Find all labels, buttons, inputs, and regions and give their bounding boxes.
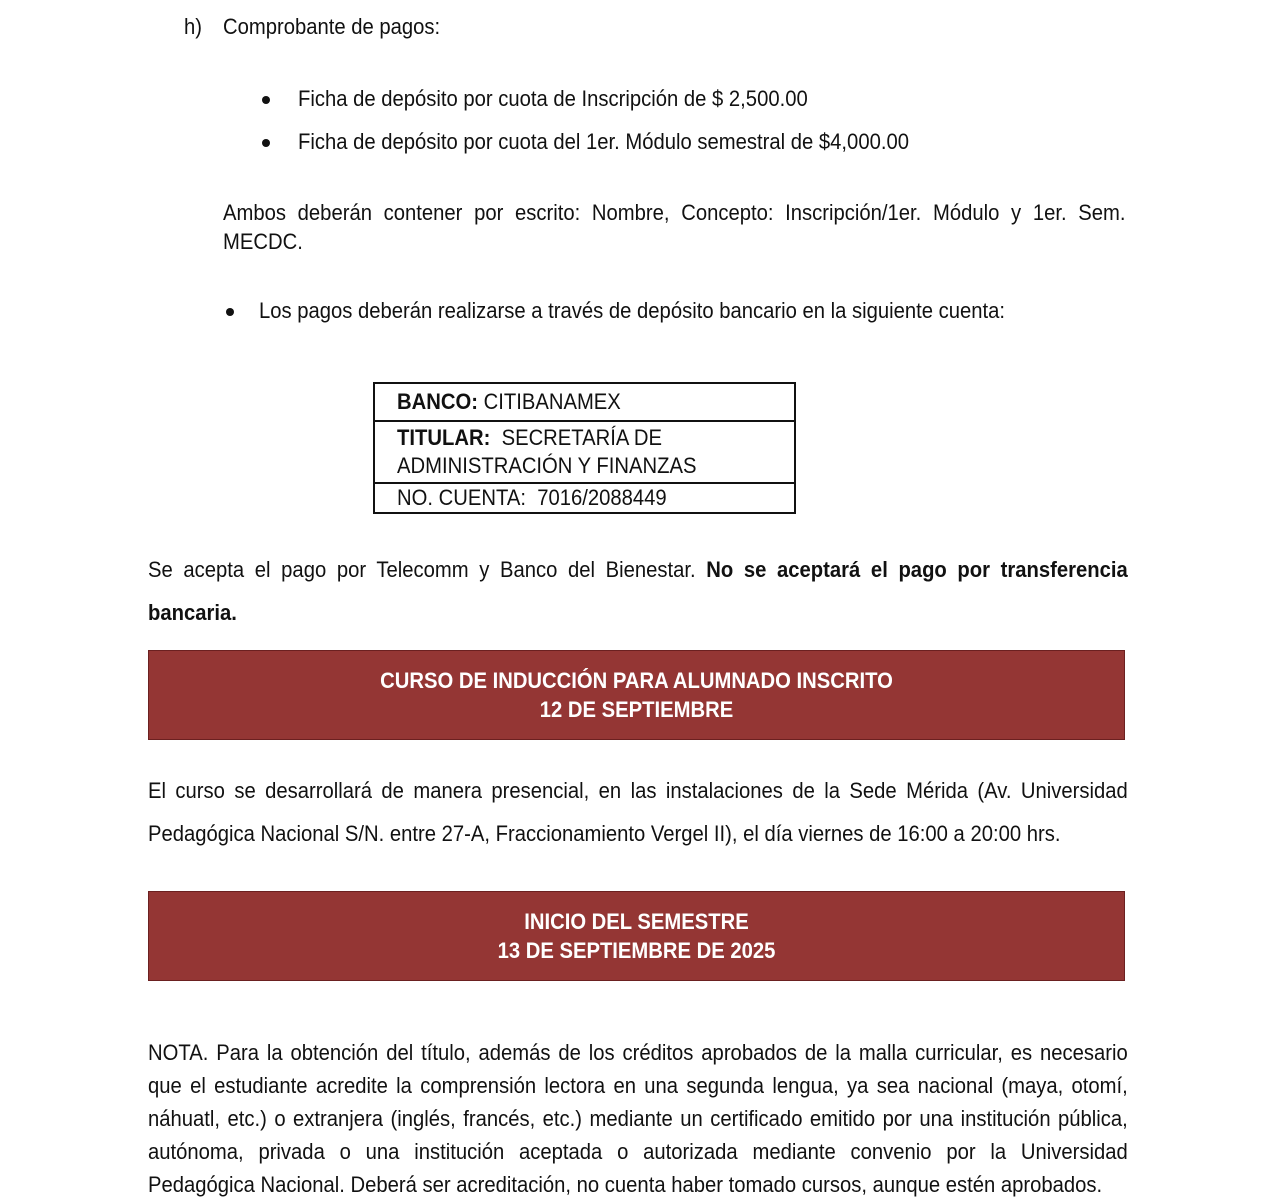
list-item: Ficha de depósito por cuota de Inscripción de $ 2,500.00: [298, 86, 808, 111]
account-value: 7016/2088449: [537, 485, 667, 510]
bank-label: BANCO:: [397, 389, 478, 414]
account-label: NO. CUENTA:: [397, 485, 526, 510]
table-row: [374, 383, 795, 421]
list-item: Ficha de depósito por cuota del 1er. Módulo semestral de $4,000.00: [298, 129, 909, 154]
holder-value-line2: ADMINISTRACIÓN Y FINANZAS: [397, 453, 697, 478]
holder-value-line1: SECRETARÍA DE: [501, 425, 663, 450]
semester-banner-title: INICIO DEL SEMESTRE: [524, 909, 749, 934]
payment-method-bullet: Los pagos deberán realizarse a través de depósito bancario en la siguiente cuenta:: [259, 298, 1006, 323]
table-row: [374, 483, 795, 513]
degree-note: NOTA. Para la obtención del título, además de los créditos aprobados de la malla curricular, es necesario que el estudiante acredite la comprensión lectora en una segunda lengua, ya sea nacional (maya, otomí, náhuatl, etc.) o extranjera (inglés, francés, etc.) mediante un certificado emitido por una institución pública, autónoma, privada o una institución aceptada o autorizada mediante convenio por la Universidad Pedagógica Nacional. Deberá ser acreditación, no cuenta haber tomado cursos, aunque estén aprobados.: [148, 1040, 1128, 1197]
accepted-payment-text: Se acepta el pago por Telecomm y Banco del Bienestar.: [148, 557, 696, 582]
semester-start-banner: [148, 891, 1125, 981]
item-h-marker: h): [184, 14, 202, 39]
induction-course-text: El curso se desarrollará de manera presencial, en las instalaciones de la Sede Mérida (Av. Universidad Pedagógica Nacional S/N. entre 27-A, Fraccionamiento Vergel II), el día viernes de 16:00 a 20:00 hrs.: [148, 778, 1128, 846]
no-transfer-warning: No se aceptará el pago por transferencia bancaria.: [148, 557, 1128, 625]
induction-banner-title: CURSO DE INDUCCIÓN PARA ALUMNADO INSCRITO: [380, 668, 893, 693]
accepted-payment-paragraph: [148, 548, 1128, 634]
holder-label: TITULAR:: [397, 425, 491, 450]
bullet-icon: [262, 96, 270, 104]
induction-course-banner: [148, 650, 1125, 740]
both-note: Ambos deberán contener por escrito: Nombre, Concepto: Inscripción/1er. Módulo y 1er. Sem. MECDC.: [223, 200, 1126, 254]
table-row: [374, 421, 795, 483]
bank-value: CITIBANAMEX: [483, 389, 621, 414]
semester-banner-date: 13 DE SEPTIEMBRE DE 2025: [497, 938, 776, 963]
bullet-icon: [226, 308, 234, 316]
bullet-icon: [262, 139, 270, 147]
item-h-title: Comprobante de pagos:: [223, 14, 441, 39]
bank-account-table: [373, 382, 796, 514]
induction-banner-date: 12 DE SEPTIEMBRE: [539, 697, 734, 722]
